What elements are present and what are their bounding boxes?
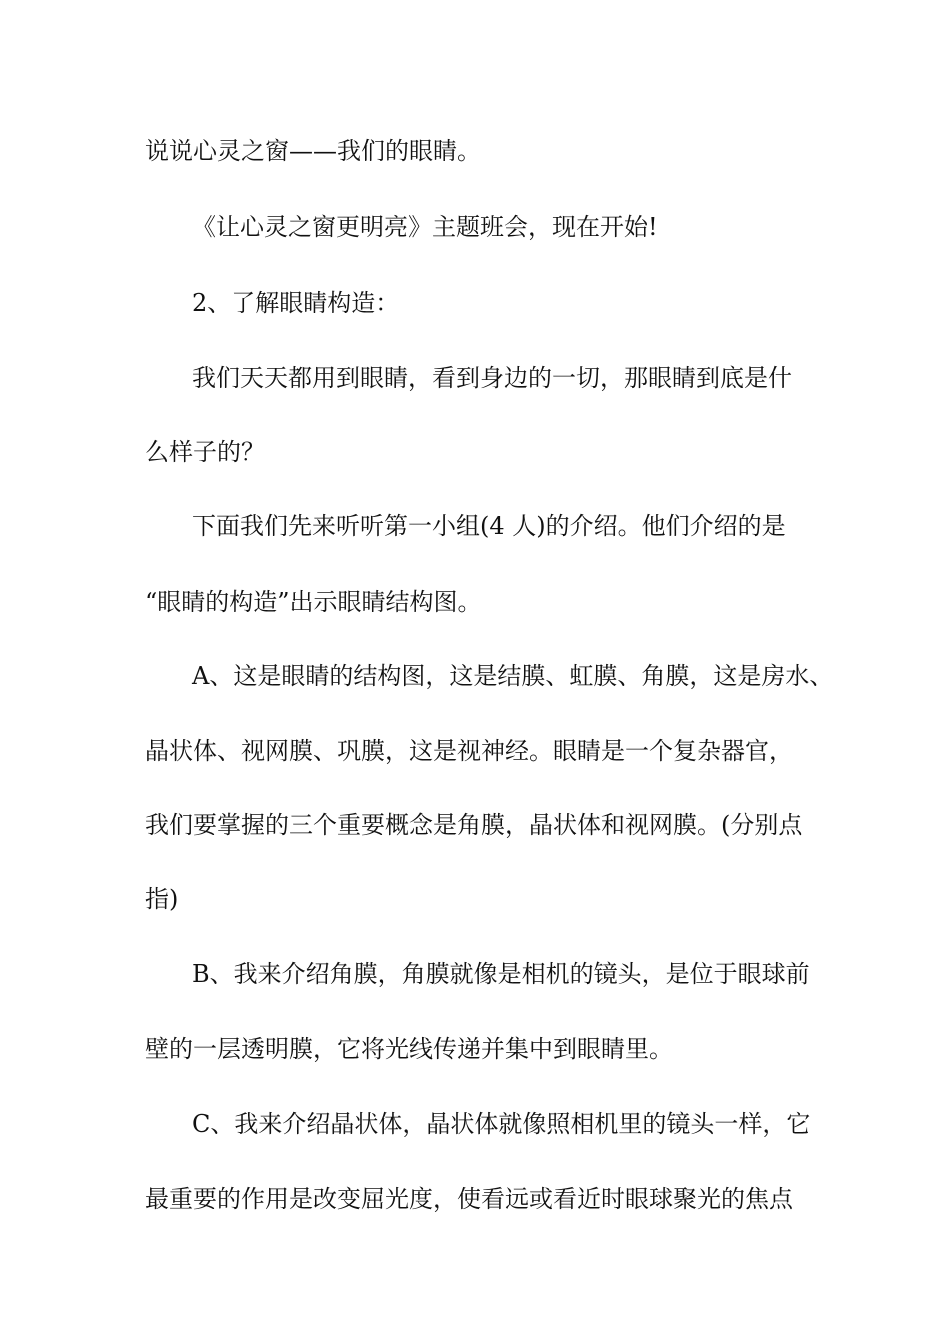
text-line: 最重要的作用是改变屈光度，使看远或看近时眼球聚光的焦点 — [145, 1185, 793, 1213]
text-line: 我们要掌握的三个重要概念是角膜，晶状体和视网膜。(分别点 — [145, 811, 803, 839]
text-line: 《让心灵之窗更明亮》主题班会，现在开始! — [192, 213, 658, 241]
text-line: 壁的一层透明膜，它将光线传递并集中到眼睛里。 — [145, 1035, 673, 1063]
section-heading: 2、了解眼睛构造： — [192, 289, 400, 317]
text-line: 我们天天都用到眼睛，看到身边的一切，那眼睛到底是什 — [192, 364, 792, 392]
text-line: 下面我们先来听听第一小组(4 人)的介绍。他们介绍的是 — [192, 512, 786, 540]
text-line: 么样子的？ — [145, 438, 265, 466]
text-line: 晶状体、视网膜、巩膜，这是视神经。眼睛是一个复杂器官， — [145, 737, 793, 765]
text-line: C、我来介绍晶状体，晶状体就像照相机里的镜头一样，它 — [192, 1110, 811, 1138]
text-line: B、我来介绍角膜，角膜就像是相机的镜头，是位于眼球前 — [192, 960, 810, 988]
text-line: 说说心灵之窗——我们的眼睛。 — [145, 137, 481, 165]
text-line: “眼睛的构造”出示眼睛结构图。 — [145, 588, 482, 616]
text-line: 指) — [145, 885, 179, 913]
text-line: A、这是眼睛的结构图，这是结膜、虹膜、角膜，这是房水、 — [192, 662, 834, 690]
